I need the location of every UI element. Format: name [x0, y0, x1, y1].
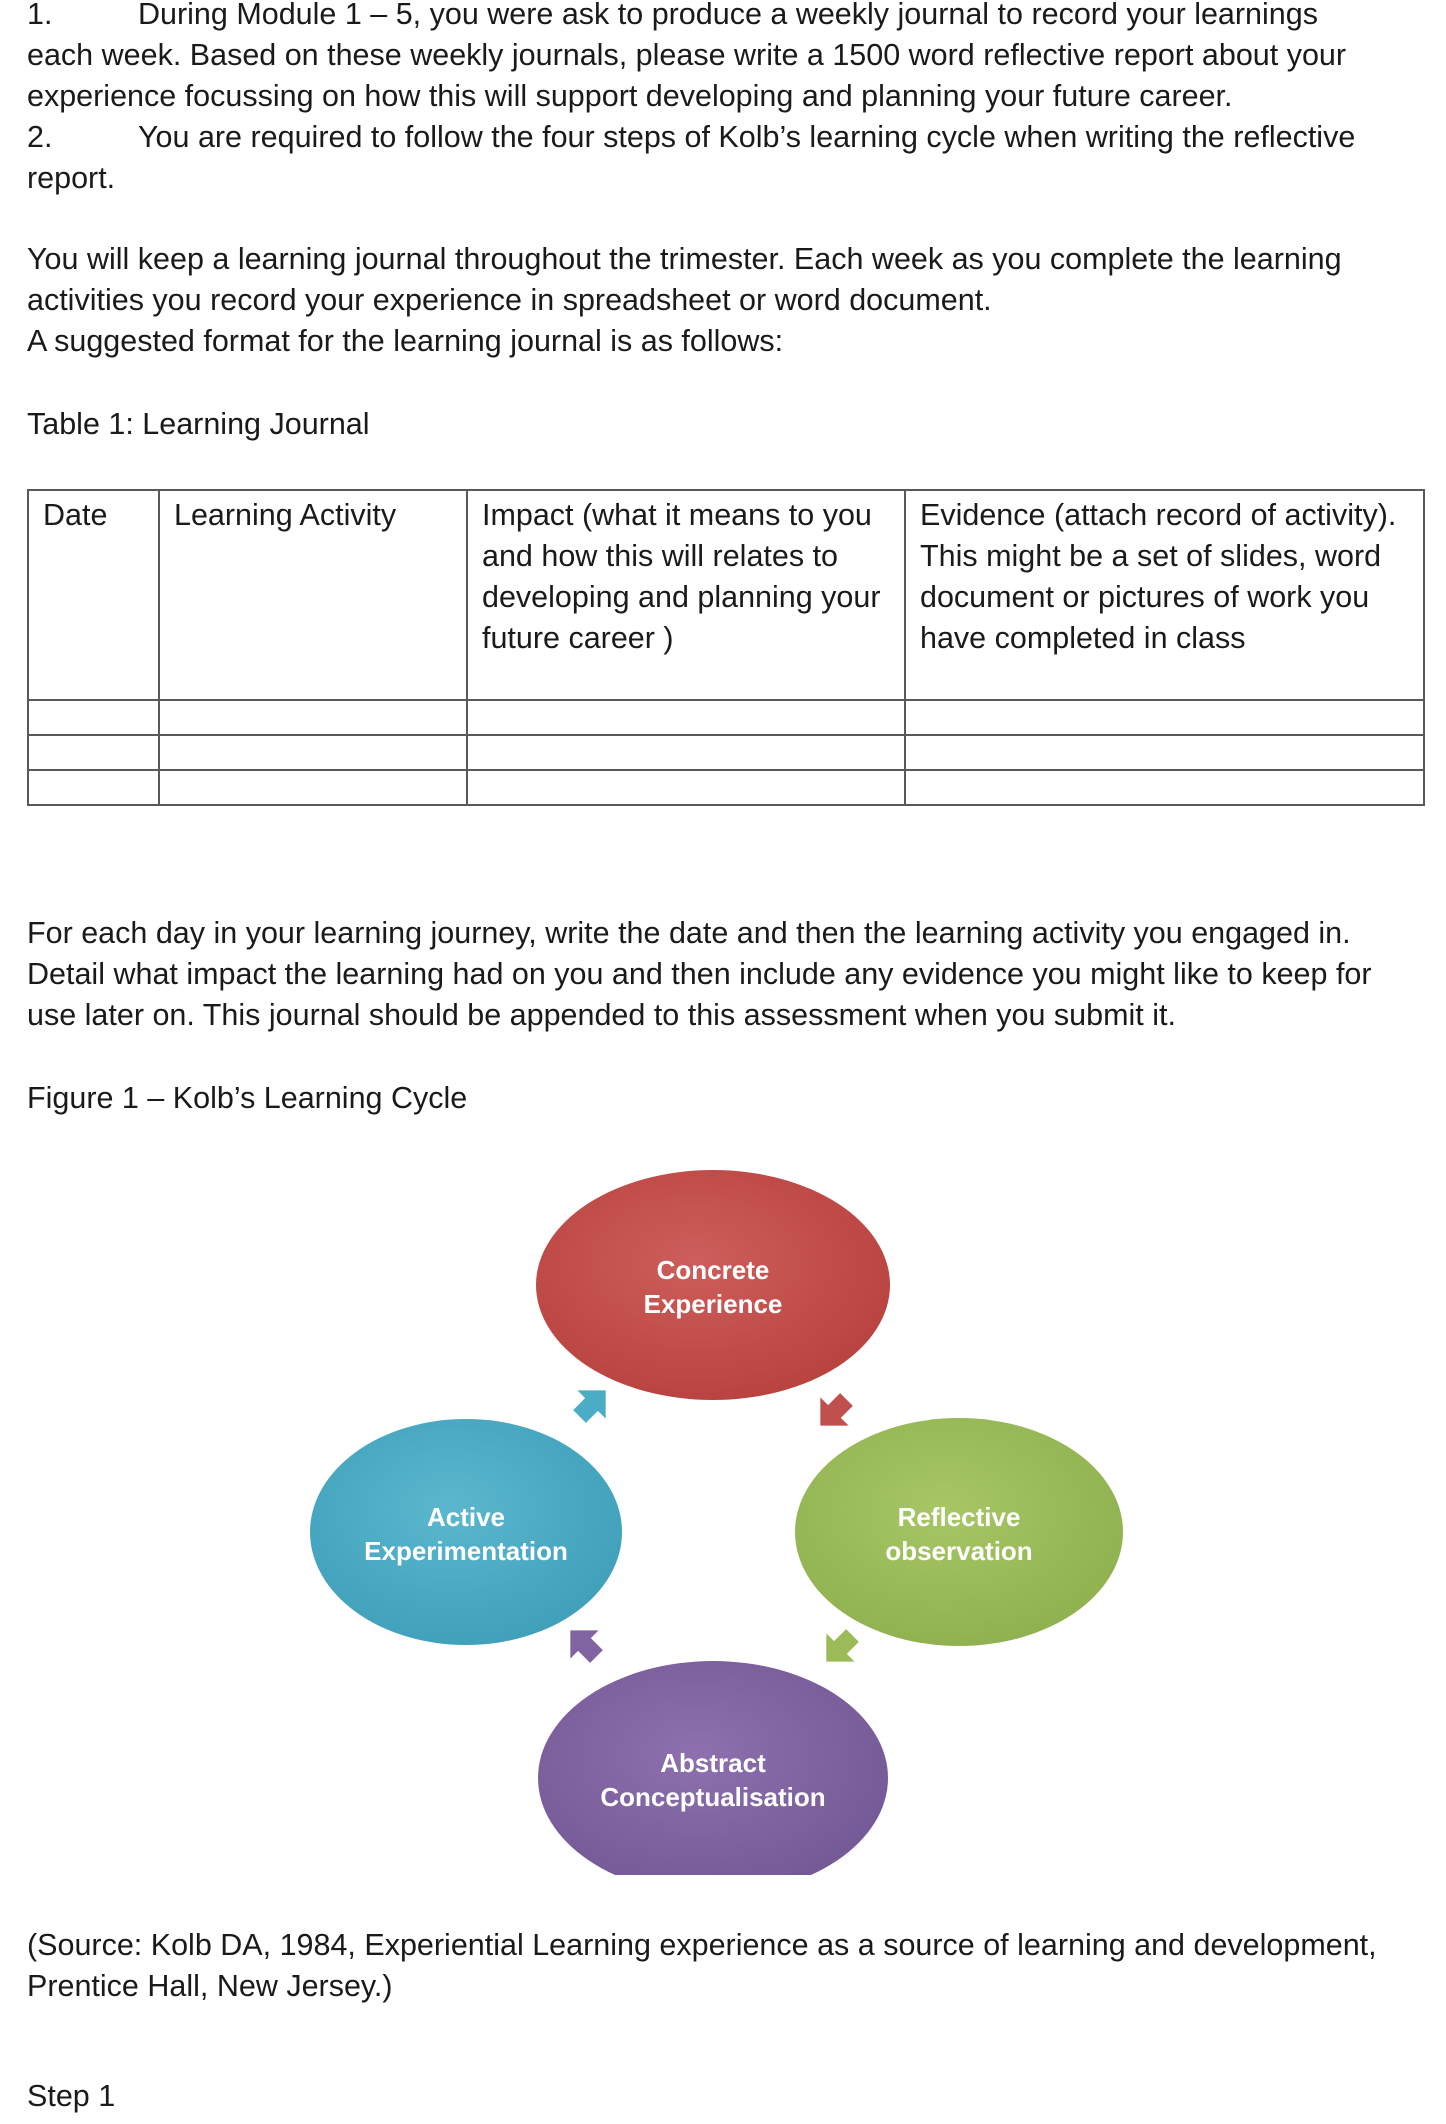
item1-line3: experience focussing on how this will support developing and planning your future career.: [27, 79, 1233, 113]
active-experimentation-ellipse: [310, 1419, 622, 1645]
table-row: [28, 700, 1424, 735]
active-label-1: Active: [426, 1502, 506, 1532]
header-evidence: Evidence (attach record of activity). This might be a set of slides, word document or pictures of work you have completed in class: [905, 490, 1424, 700]
item2-line2: report.: [27, 161, 116, 195]
after-table-line1: For each day in your learning journey, write the date and then the learning activity you engaged in.: [27, 916, 1351, 950]
table-cell: [905, 735, 1424, 770]
table-cell: [28, 735, 159, 770]
abstract-label-2: Conceptualisation: [600, 1782, 826, 1812]
kolb-cycle-diagram: [290, 1155, 1150, 1875]
table-cell: [905, 770, 1424, 805]
concrete-label-1: Concrete: [656, 1255, 770, 1285]
table-cell: [28, 700, 159, 735]
table-cell: [159, 700, 467, 735]
concrete-experience-node: [536, 1170, 890, 1400]
item2-line1: You are required to follow the four steps of Kolb’s learning cycle when writing the reflective: [138, 120, 1356, 154]
source-line1: (Source: Kolb DA, 1984, Experiential Learning experience as a source of learning and development,: [27, 1928, 1377, 1962]
table-row: [28, 770, 1424, 805]
item1-line1: During Module 1 – 5, you were ask to produce a weekly journal to record your learnings: [138, 0, 1318, 31]
table-cell: [467, 700, 905, 735]
intro-line2: activities you record your experience in spreadsheet or word document.: [27, 283, 992, 317]
abstract-label-1: Abstract: [660, 1748, 766, 1778]
reflective-observation-ellipse: [795, 1418, 1123, 1646]
abstract-conceptualisation-node: [538, 1661, 888, 1875]
header-learning-activity: Learning Activity: [159, 490, 467, 700]
reflective-observation-node: [795, 1418, 1123, 1646]
table-cell: [159, 735, 467, 770]
arrow-active-to-concrete-icon: [565, 1376, 619, 1430]
concrete-label-2: Experience: [643, 1289, 783, 1319]
reflective-label-2: observation: [885, 1536, 1033, 1566]
reflective-label-1: Reflective: [897, 1502, 1021, 1532]
arrow-concrete-to-reflective-icon: [806, 1385, 860, 1439]
active-experimentation-node: [310, 1419, 622, 1645]
after-table-line2: Detail what impact the learning had on you and then include any evidence you might like to keep for: [27, 957, 1372, 991]
table-cell: [159, 770, 467, 805]
item1-line2: each week. Based on these weekly journals, please write a 1500 word reflective report about your: [27, 38, 1347, 72]
arrow-abstract-to-active-icon: [556, 1616, 610, 1670]
item2-number: 2.: [27, 120, 53, 154]
figure-caption: Figure 1 – Kolb’s Learning Cycle: [27, 1081, 468, 1115]
intro-line1: You will keep a learning journal throughout the trimester. Each week as you complete the learning: [27, 242, 1342, 276]
active-label-2: Experimentation: [364, 1536, 568, 1566]
table-caption: Table 1: Learning Journal: [27, 407, 370, 441]
intro-line3: A suggested format for the learning journal is as follows:: [27, 324, 784, 358]
header-date: Date: [28, 490, 159, 700]
table-cell: [28, 770, 159, 805]
table-cell: [467, 770, 905, 805]
step-heading: Step 1: [27, 2079, 116, 2113]
after-table-line3: use later on. This journal should be appended to this assessment when you submit it.: [27, 998, 1176, 1032]
table-row: [28, 735, 1424, 770]
table-header-row: [28, 490, 1424, 700]
table-cell: [467, 735, 905, 770]
header-impact: Impact (what it means to you and how this will relates to developing and planning your future career ): [467, 490, 905, 700]
item1-number: 1.: [27, 0, 53, 31]
arrow-reflective-to-abstract-icon: [812, 1621, 866, 1675]
table-cell: [905, 700, 1424, 735]
source-line2: Prentice Hall, New Jersey.): [27, 1969, 393, 2003]
learning-journal-table: [27, 489, 1425, 806]
concrete-experience-ellipse: [536, 1170, 890, 1400]
